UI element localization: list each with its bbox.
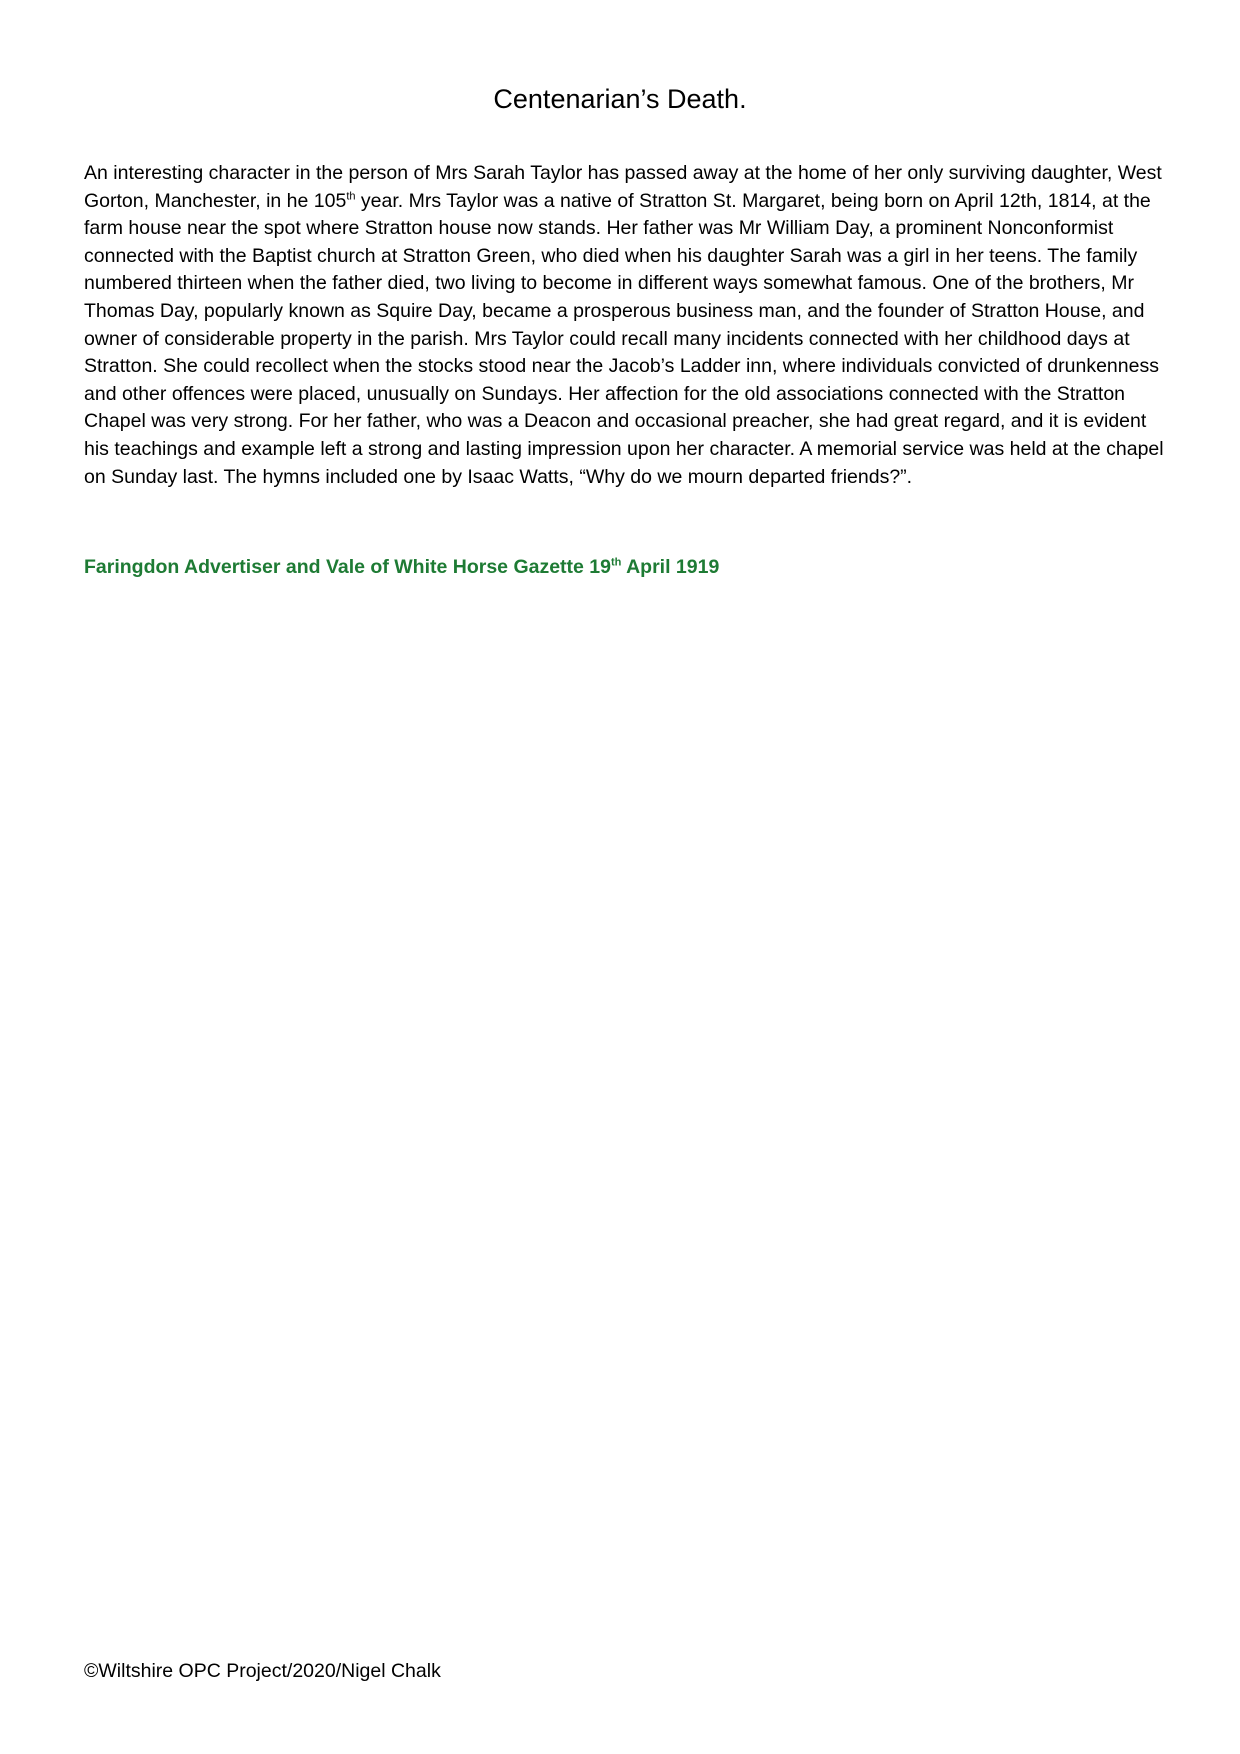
- source-citation-ordinal: th: [611, 556, 622, 569]
- source-citation-publication: Faringdon Advertiser and Vale of White Horse Gazette 19: [84, 556, 611, 578]
- ordinal-superscript: th: [346, 190, 356, 203]
- footer-copyright: ©Wiltshire OPC Project/2020/Nigel Chalk: [84, 1660, 441, 1682]
- article-body-text-rest: year. Mrs Taylor was a native of Stratton St. Margaret, being born on April 12th, 1814, at the farm house near the spot where Stratton house now stands. Her father was Mr William Day, a prominent Nonconformist connected with the Baptist church at Stratton Green, who died when his daughter Sarah was a girl in her teens. The family numbered thirteen when the father died, two living to become in different ways somewhat famous. One of the brothers, Mr Thomas Day, popularly known as Squire Day, became a prosperous business man, and the founder of Stratton House, and owner of considerable property in the parish. Mrs Taylor could recall many incidents connected with her childhood days at Stratton. She could recollect when the stocks stood near the Jacob’s Ladder inn, where individuals convicted of drunkenness and other offences were placed, unusually on Sundays. Her affection for the old associations connected with the Stratton Chapel was very strong. For her father, who was a Deacon and occasional preacher, she had great regard, and it is evident his teachings and example left a strong and lasting impression upon her character. A memorial service was held at the chapel on Sunday last. The hymns included one by Isaac Watts, “Why do we mourn departed friends?”.: [84, 189, 1164, 488]
- source-citation-date: April 1919: [621, 556, 720, 578]
- article-body-text-start: An interesting character in the person of Mrs Sarah Taylor has passed away at the home of her only surviving daughter, West Gorton, Manchester, in he 105: [84, 162, 1162, 212]
- article-body: [84, 160, 1164, 491]
- source-citation: [84, 554, 1164, 581]
- page-title: Centenarian’s Death.: [493, 84, 747, 114]
